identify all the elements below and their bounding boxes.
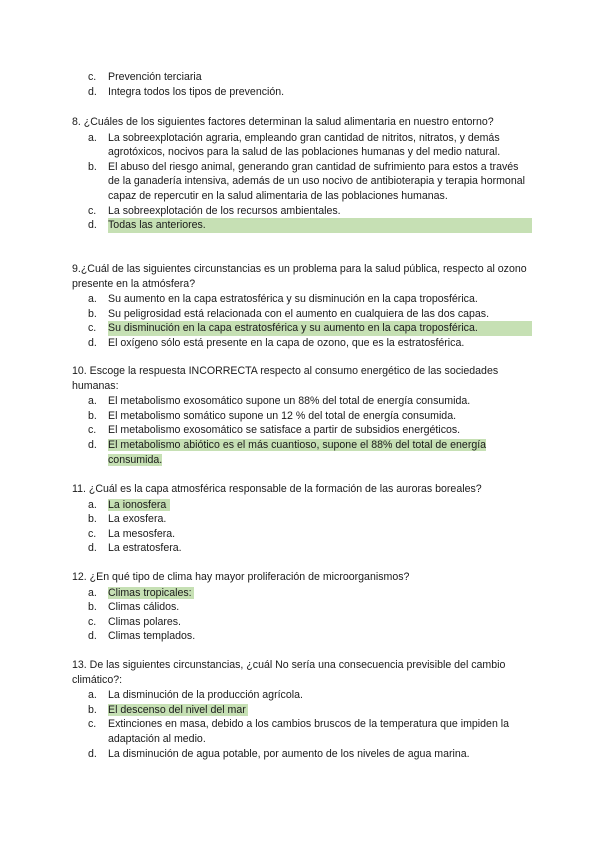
option-text: El abuso del riesgo animal, generando gran cantidad de sufrimiento para estos a través de la ganadería intensiva, además de un uso nocivo de antibioterapia y terapia hormonal capaz de repercutir en la salud alimentaria de las poblaciones humanas. [108, 160, 525, 202]
question-text: 13. De las siguientes circunstancias, ¿cuál No sería una consecuencia previsible del cambio climático?: [72, 659, 506, 686]
option-letter: d. [88, 542, 97, 555]
question-text: 10. Escoge la respuesta INCORRECTA respecto al consumo energético de las sociedades humanas: [72, 365, 499, 392]
option-text: El metabolismo exosomático se satisface a partir de subsidios energéticos. [108, 424, 461, 437]
option-letter: c. [88, 718, 97, 731]
option-letter: a. [88, 586, 97, 599]
question-11 [72, 482, 532, 556]
option-letter: d. [88, 630, 97, 643]
option-text: Climas tropicales: [108, 586, 192, 599]
question-text: 8. ¿Cuáles de los siguientes factores determinan la salud alimentaria en nuestro entorno? [72, 116, 494, 128]
option-text: La sobreexplotación de los recursos ambientales. [108, 204, 341, 217]
option-correct [72, 498, 532, 513]
option [72, 204, 532, 219]
option-correct [72, 218, 532, 233]
option [72, 292, 532, 307]
question-10 [72, 364, 532, 467]
option-letter: d. [88, 336, 97, 349]
option [72, 541, 532, 556]
option-text: Su aumento en la capa estratosférica y su disminución en la capa troposférica. [108, 293, 478, 306]
option-letter: c. [88, 615, 97, 628]
question-text: 9.¿Cuál de las siguientes circunstancias es un problema para la salud pública, respecto al ozono presente en la atmósfera? [72, 263, 527, 290]
option-letter: a. [88, 395, 97, 408]
option-text: Su disminución en la capa estratosférica y su aumento en la capa troposférica. [108, 321, 532, 336]
option-letter: c. [88, 527, 97, 540]
option-letter: c. [88, 424, 97, 437]
option-letter: a. [88, 131, 97, 144]
option-text: Climas polares. [108, 615, 182, 628]
option-text: Extinciones en masa, debido a los cambios bruscos de la temperatura que impiden la adaptación al medio. [108, 718, 510, 745]
option-letter: b. [88, 703, 97, 716]
option-letter: b. [88, 601, 97, 614]
option-text: La exosfera. [108, 513, 167, 526]
option-correct [72, 586, 532, 601]
option-text: Climas cálidos. [108, 601, 180, 614]
option-text: La ionosfera [108, 499, 170, 511]
option [72, 527, 532, 542]
option [72, 85, 532, 100]
option [72, 70, 532, 85]
option-letter: b. [88, 160, 97, 173]
option-letter: d. [88, 85, 97, 98]
question-9 [72, 262, 532, 351]
option-text: El metabolismo somático supone un 12 % del total de energía consumida. [108, 409, 457, 422]
option [72, 717, 532, 746]
option-correct [72, 703, 532, 718]
option [72, 160, 532, 204]
option-text: Integra todos los tipos de prevención. [108, 85, 285, 98]
option-text: Su peligrosidad está relacionada con el aumento en cualquiera de las dos capas. [108, 307, 490, 320]
option-text: El descenso del nivel del mar [108, 703, 246, 716]
option-letter: b. [88, 513, 97, 526]
option [72, 600, 532, 615]
option [72, 688, 532, 703]
option-text: La sobreexplotación agraria, empleando gran cantidad de nitritos, nitratos, y demás agrotóxicos, nocivos para la salud de las poblaciones humanas y del medio natural. [108, 131, 501, 159]
option-letter: b. [88, 409, 97, 422]
option-letter: c. [88, 204, 97, 217]
option-letter: a. [88, 689, 97, 702]
option [72, 615, 532, 630]
option [72, 336, 532, 351]
option [72, 747, 532, 762]
option-correct [72, 321, 532, 336]
option-text: El metabolismo exosomático supone un 88% del total de energía consumida. [108, 395, 471, 408]
question-text: 12. ¿En qué tipo de clima hay mayor proliferación de microorganismos? [72, 571, 410, 583]
option-letter: a. [88, 293, 97, 306]
option-text: La estratosfera. [108, 542, 182, 555]
option-text: La disminución de agua potable, por aumento de los niveles de agua marina. [108, 747, 470, 760]
option-text: El metabolismo abiótico es el más cuantioso, supone el 88% del total de energía consumida. [108, 438, 487, 466]
option-text: Prevención terciaria [108, 71, 202, 83]
option [72, 307, 532, 322]
option [72, 131, 532, 160]
question-8 [72, 115, 532, 233]
option-letter: d. [88, 438, 97, 451]
option-text: Climas templados. [108, 630, 196, 643]
option-letter: b. [88, 307, 97, 320]
option-correct [72, 438, 532, 467]
option-text: La disminución de la producción agrícola. [108, 689, 303, 702]
question-text: 11. ¿Cuál es la capa atmosférica responsable de la formación de las auroras boreales? [72, 483, 482, 495]
question-7-tail [72, 70, 532, 99]
option [72, 423, 532, 438]
option-letter: a. [88, 498, 97, 511]
option-letter: d. [88, 747, 97, 760]
option-letter: c. [88, 71, 97, 83]
option [72, 629, 532, 644]
option-text: La mesosfera. [108, 527, 176, 540]
option-text: El oxígeno sólo está presente en la capa de ozono, que es la estratosférica. [108, 336, 465, 349]
question-12 [72, 570, 532, 644]
option [72, 394, 532, 409]
option [72, 512, 532, 527]
option-letter: c. [88, 322, 97, 335]
option-text: Todas las anteriores. [108, 218, 532, 233]
option [72, 409, 532, 424]
option-letter: d. [88, 219, 97, 232]
question-13 [72, 658, 532, 761]
